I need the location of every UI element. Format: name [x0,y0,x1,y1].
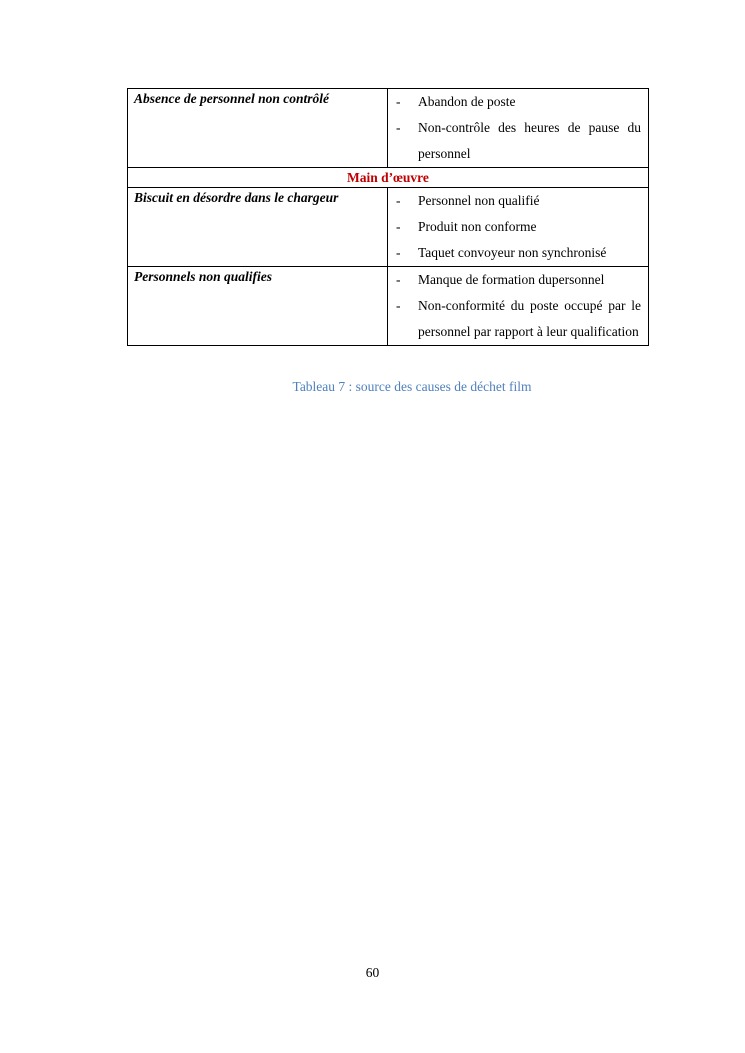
cause-label: Personnels non qualifies [134,269,273,284]
section-heading: Main d’œuvre [128,168,649,188]
table-row [128,188,649,267]
causes-table [127,88,649,346]
bullet-dash: - [396,219,401,234]
bullet-dash: - [396,94,401,109]
cause-cell [128,188,388,267]
list-item [388,293,641,345]
table-caption: Tableau 7 : source des causes de déchet film [292,379,532,394]
list-item-text: Non-contrôle des heures de pause du personnel [418,120,641,161]
list-item [388,267,641,293]
list-item [388,89,641,115]
table-row [128,267,649,346]
list-item [388,240,641,266]
cause-cell [128,89,388,168]
list-item-text: Manque de formation dupersonnel [418,272,605,287]
detail-list [388,267,648,345]
bullet-dash: - [396,298,401,313]
bullet-dash: - [396,120,401,135]
list-item [388,188,641,214]
table-section-row [128,168,649,188]
cause-label: Absence de personnel non contrôlé [134,91,330,106]
list-item-text: Abandon de poste [418,94,516,109]
details-cell [388,267,649,346]
bullet-dash: - [396,245,401,260]
detail-list [388,188,648,266]
cause-label: Biscuit en désordre dans le chargeur [134,190,339,205]
list-item-text: Produit non conforme [418,219,537,234]
list-item-text: Taquet convoyeur non synchronisé [418,245,607,260]
list-item-text: Non-conformité du poste occupé par le personnel par rapport à leur qualification [418,298,641,339]
details-cell [388,89,649,168]
bullet-dash: - [396,193,401,208]
details-cell [388,188,649,267]
table-row [128,89,649,168]
bullet-dash: - [396,272,401,287]
page-number: 60 [365,965,380,980]
list-item-text: Personnel non qualifié [418,193,540,208]
detail-list [388,89,648,167]
list-item [388,214,641,240]
cause-cell [128,267,388,346]
list-item [388,115,641,167]
